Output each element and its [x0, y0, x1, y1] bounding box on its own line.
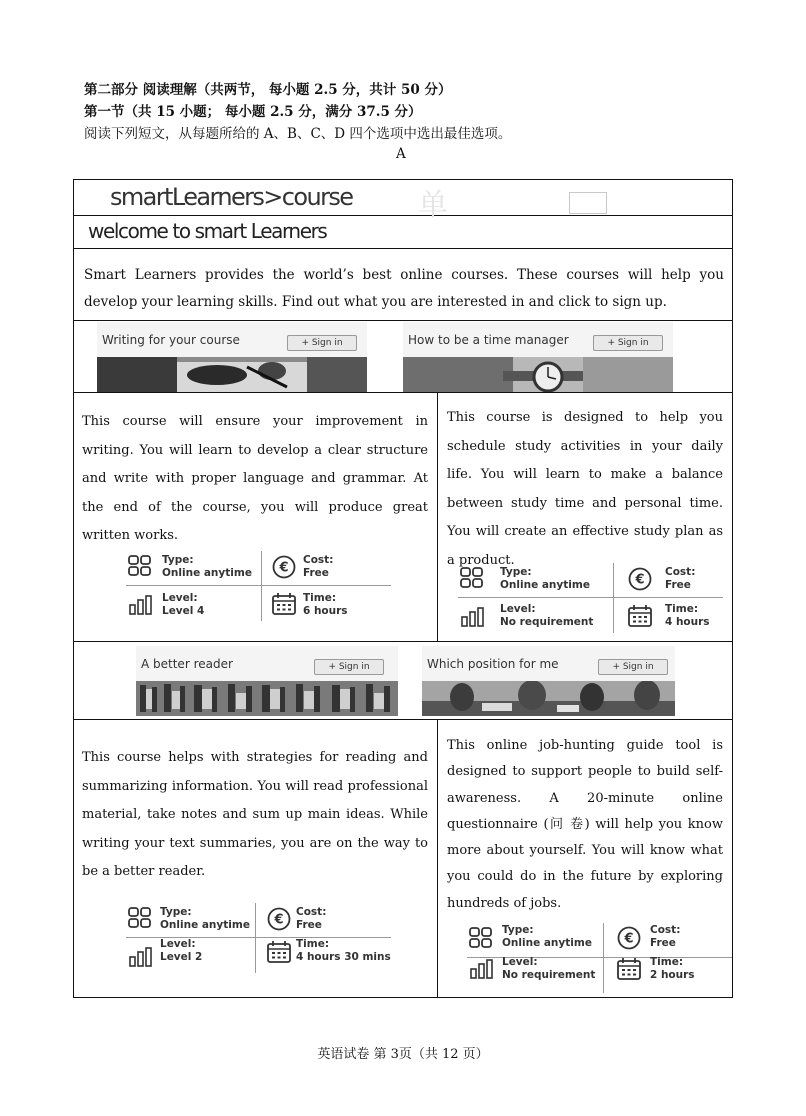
- info-divider: [126, 585, 391, 586]
- course-info-card: [126, 903, 391, 973]
- info-divider: [603, 923, 604, 993]
- course-title: Writing for your course: [102, 333, 240, 347]
- grid-icon: [128, 907, 152, 929]
- info-divider: [458, 597, 723, 598]
- time-value: 4 hours: [665, 616, 710, 628]
- sign-in-button[interactable]: + Sign in: [598, 659, 668, 675]
- grid-icon: [460, 567, 484, 589]
- type-value: Online anytime: [500, 579, 590, 591]
- cost-label: Cost:: [650, 924, 681, 936]
- welcome-heading: welcome to smart Learners: [88, 219, 327, 243]
- level-bars-icon: [470, 959, 494, 979]
- cost-value: Free: [296, 919, 322, 931]
- time-value: 6 hours: [303, 605, 348, 617]
- level-value: Level 4: [162, 605, 205, 617]
- course-banner-writing: [97, 322, 367, 392]
- level-value: No requirement: [500, 616, 594, 628]
- course-description: This online job-hunting guide tool is designed to support people to build self-awareness. A 20-minute online questionnaire (问 卷) will help you know more about yourself. You will know what you could do in the future by exploring hundreds of jobs.: [447, 738, 723, 911]
- course-title: How to be a time manager: [408, 333, 569, 347]
- info-divider: [255, 903, 256, 973]
- table-divider: [73, 215, 733, 216]
- table-divider: [73, 641, 733, 642]
- instructions: 阅读下列短文，从每题所给的 A、B、C、D 四个选项中选出最佳选项。: [84, 126, 512, 142]
- svg-text:€: €: [635, 572, 645, 588]
- info-divider: [261, 551, 262, 621]
- course-info-card: [467, 923, 732, 993]
- office-photo: [422, 681, 675, 716]
- euro-icon: [267, 907, 291, 931]
- level-bars-icon: [461, 607, 485, 627]
- euro-icon: [617, 926, 641, 950]
- passage-letter: A: [396, 146, 406, 162]
- table-divider: [73, 719, 733, 720]
- type-label: Type:: [162, 554, 194, 566]
- level-bars-icon: [129, 595, 153, 615]
- time-value: 4 hours 30 mins: [296, 951, 391, 963]
- writing-photo: [97, 357, 367, 392]
- intro-text: Smart Learners provides the world’s best online courses. These courses will help you develop your learning skills. Find out what you are interested in and click to sign up.: [84, 267, 724, 310]
- course-title: A better reader: [141, 657, 233, 671]
- table-divider: [73, 248, 733, 249]
- watermark-box: [569, 192, 607, 214]
- cost-label: Cost:: [296, 906, 327, 918]
- course-banner-reader: [136, 646, 398, 716]
- level-label: Level:: [162, 592, 198, 604]
- type-label: Type:: [502, 924, 534, 936]
- table-divider: [73, 392, 733, 393]
- euro-icon: [272, 555, 296, 579]
- type-value: Online anytime: [160, 919, 250, 931]
- grid-icon: [469, 927, 493, 949]
- sign-in-button[interactable]: + Sign in: [287, 335, 357, 351]
- type-label: Type:: [160, 906, 192, 918]
- watermark: 单: [418, 188, 448, 223]
- level-label: Level:: [500, 603, 536, 615]
- time-value: 2 hours: [650, 969, 695, 981]
- course-info-card: [126, 551, 391, 621]
- svg-text:€: €: [624, 931, 634, 947]
- cost-label: Cost:: [665, 566, 696, 578]
- level-value: No requirement: [502, 969, 596, 981]
- time-photo: [403, 357, 673, 392]
- grid-icon: [128, 555, 152, 577]
- column-divider: [437, 392, 438, 641]
- calendar-icon: [617, 958, 641, 980]
- table-divider: [73, 320, 733, 321]
- site-brand: smartLearners>course: [110, 183, 353, 211]
- course-banner-time: [403, 322, 673, 392]
- level-label: Level:: [160, 938, 196, 950]
- course-description: This course will ensure your improvement in writing. You will learn to develop a clear structure and write with proper language and grammar. At the end of the course, you will produce great written works.: [82, 414, 428, 543]
- course-description: This course is designed to help you schedule study activities in your daily life. You will learn to make a balance between study time and personal time. You will create an effective study plan as a product.: [447, 410, 723, 568]
- type-value: Online anytime: [502, 937, 592, 949]
- sign-in-button[interactable]: + Sign in: [314, 659, 384, 675]
- cost-value: Free: [665, 579, 691, 591]
- info-divider: [613, 563, 614, 633]
- section-heading: 第二部分 阅读理解（共两节， 每小题 2.5 分，共计 50 分）: [84, 82, 452, 98]
- course-info-card: [458, 563, 723, 633]
- time-label: Time:: [296, 938, 330, 950]
- level-value: Level 2: [160, 951, 203, 963]
- subsection-heading: 第一节（共 15 小题； 每小题 2.5 分，满分 37.5 分）: [84, 104, 422, 120]
- time-label: Time:: [303, 592, 337, 604]
- cost-value: Free: [303, 567, 329, 579]
- course-banner-position: [422, 646, 675, 716]
- column-divider: [437, 719, 438, 998]
- course-title: Which position for me: [427, 657, 559, 671]
- cost-value: Free: [650, 937, 676, 949]
- library-photo: [136, 681, 398, 716]
- calendar-icon: [628, 605, 652, 627]
- course-description: This course helps with strategies for reading and summarizing information. You will read professional material, take notes and sum up main ideas. While writing your text summaries, you are on the way to be a better reader.: [82, 750, 428, 879]
- calendar-icon: [267, 941, 291, 963]
- euro-icon: [628, 567, 652, 591]
- type-label: Type:: [500, 566, 532, 578]
- svg-text:€: €: [279, 560, 289, 576]
- sign-in-button[interactable]: + Sign in: [593, 335, 663, 351]
- type-value: Online anytime: [162, 567, 252, 579]
- cost-label: Cost:: [303, 554, 334, 566]
- page-footer: 英语试卷 第 3页（共 12 页）: [317, 1047, 489, 1062]
- time-label: Time:: [665, 603, 699, 615]
- svg-text:€: €: [274, 912, 284, 928]
- level-bars-icon: [129, 947, 153, 967]
- level-label: Level:: [502, 956, 538, 968]
- time-label: Time:: [650, 956, 684, 968]
- calendar-icon: [272, 593, 296, 615]
